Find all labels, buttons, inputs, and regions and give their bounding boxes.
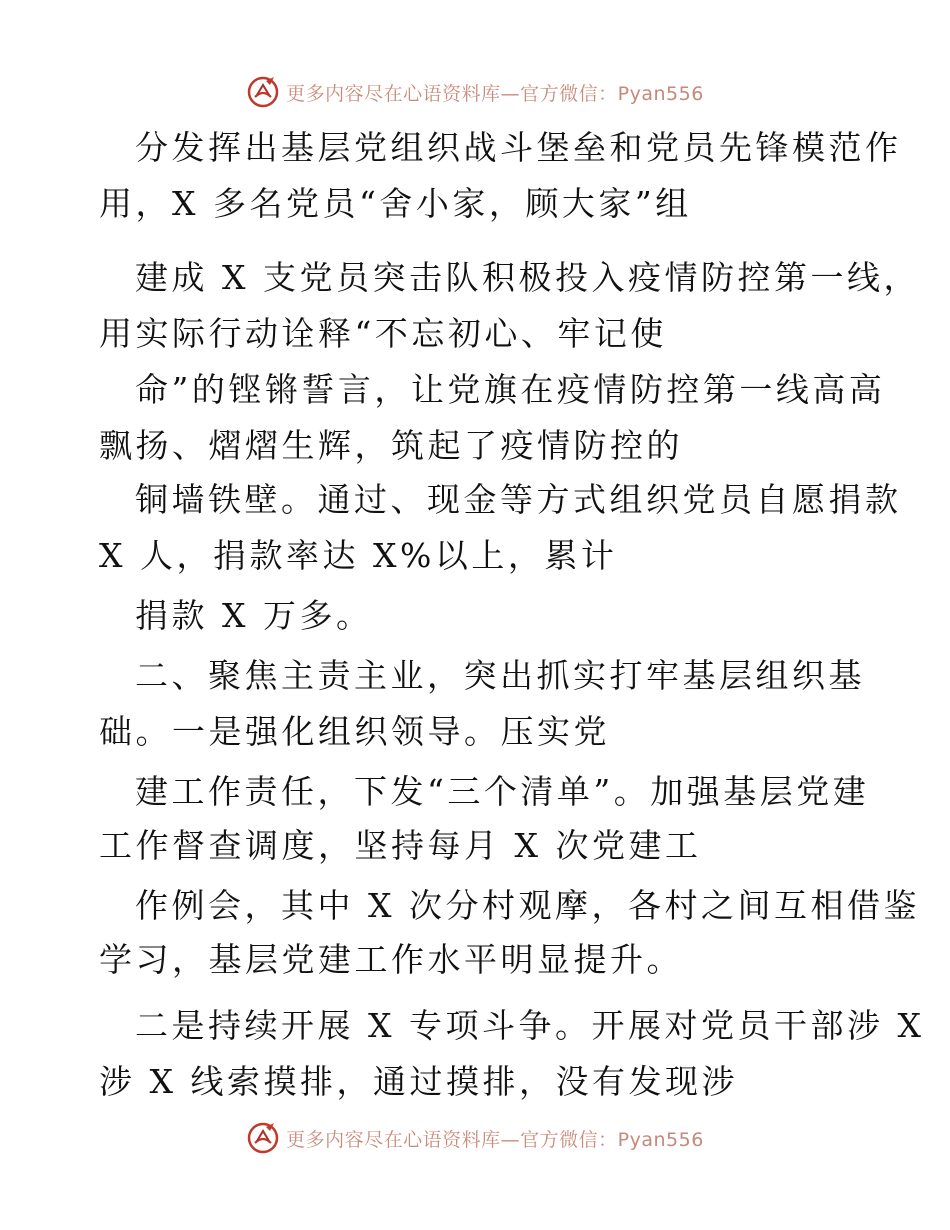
text-line: 二、聚焦主责主业，突出抓实打牢基层组织基 (135, 656, 865, 695)
watermark-text: 更多内容尽在心语资料库—官方微信： (286, 1128, 618, 1151)
watermark-wechat-id: Pyan556 (617, 82, 704, 105)
header-watermark (0, 72, 950, 112)
text-line: 二是持续开展 X 专项斗争。开展对党员干部涉 X (135, 1006, 925, 1045)
book-quill-logo-icon (246, 1121, 280, 1155)
text-line: 捐款 X 万多。 (135, 596, 373, 635)
text-line: 建成 X 支党员突击队积极投入疫情防控第一线， (135, 258, 920, 297)
text-line: 工作督查调度，坚持每月 X 次党建工 (99, 826, 702, 865)
text-line: 学习，基层党建工作水平明显提升。 (99, 940, 683, 979)
text-line: 作例会，其中 X 次分村观摩，各村之间互相借鉴 (135, 886, 920, 925)
text-line: 涉 X 线索摸排，通过摸排，没有发现涉 (99, 1062, 738, 1101)
text-line: 命”的铿锵誓言，让党旗在疫情防控第一线高高 (135, 370, 886, 409)
text-line: 分发挥出基层党组织战斗堡垒和党员先锋模范作 (135, 128, 902, 167)
text-line: X 人，捐款率达 X%以上，累计 (99, 536, 618, 575)
footer-watermark (0, 1118, 950, 1158)
text-line: 础。一是强化组织领导。压实党 (99, 712, 610, 751)
text-line: 飘扬、熠熠生辉，筑起了疫情防控的 (99, 426, 683, 465)
text-line: 用实际行动诠释“不忘初心、牢记使 (99, 314, 667, 353)
text-line: 铜墙铁壁。通过、现金等方式组织党员自愿捐款 (135, 480, 902, 519)
book-quill-logo-icon (246, 75, 280, 109)
text-line: 用，X 多名党员“舍小家，顾大家”组 (99, 184, 692, 223)
watermark-text: 更多内容尽在心语资料库—官方微信： (286, 82, 618, 105)
watermark-wechat-id: Pyan556 (617, 1128, 704, 1151)
text-line: 建工作责任，下发“三个清单”。加强基层党建 (135, 772, 870, 811)
